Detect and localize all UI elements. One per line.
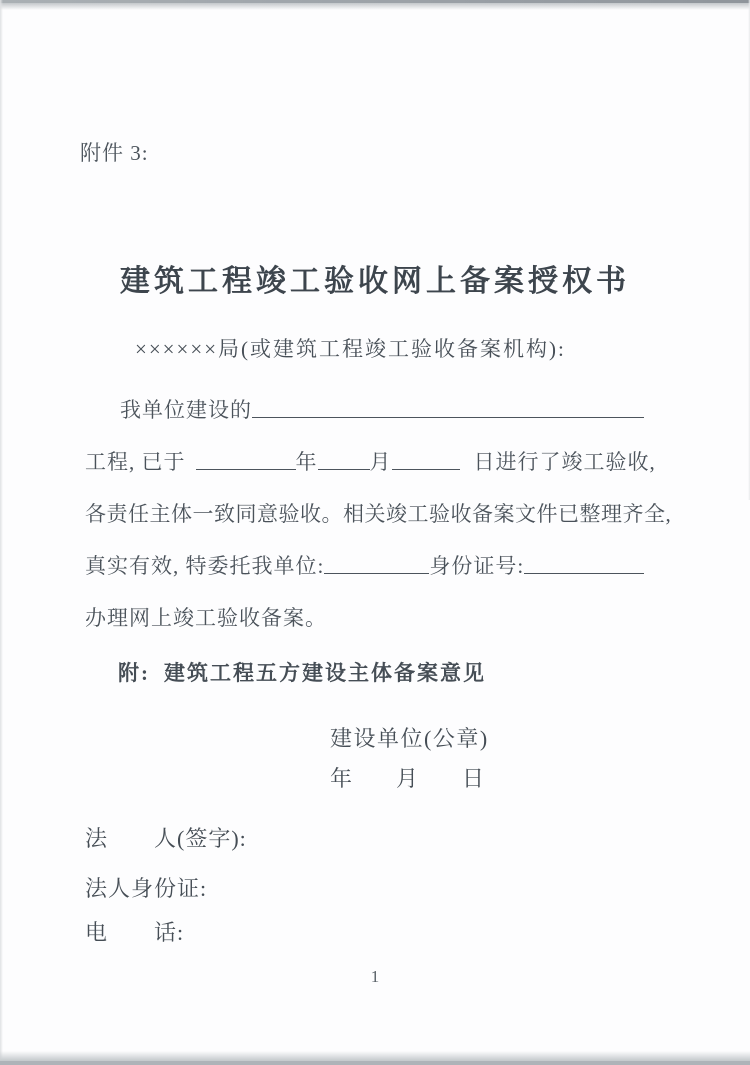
legal-person-signature-field: 法 人(签字):	[85, 826, 247, 851]
attachment-number-label: 附件 3:	[80, 141, 149, 165]
construction-unit-seal-line: 建设单位(公章)	[330, 726, 489, 751]
id-number-blank	[524, 573, 644, 574]
body-line-delegation	[85, 550, 644, 580]
body-line-filing: 办理网上竣工验收备案。	[85, 606, 327, 630]
year-blank	[196, 469, 296, 470]
attachment-note-text: 建筑工程五方建设主体备案意见	[164, 661, 486, 685]
scan-edge-bottom	[0, 1051, 750, 1065]
scan-edge-left	[0, 0, 3, 1065]
attachment-note	[118, 657, 486, 687]
id-number-label: 身份证号:	[429, 554, 525, 578]
signature-date-line: 年 月 日	[330, 766, 485, 791]
project-name-prefix: 我单位建设的	[120, 398, 252, 422]
month-blank	[318, 469, 370, 470]
legal-person-id-field: 法人身份证:	[85, 876, 208, 901]
phone-field: 电 话:	[85, 920, 185, 945]
day-blank	[392, 469, 460, 470]
month-label: 月	[369, 450, 392, 474]
delegation-prefix: 真实有效, 特委托我单位:	[85, 554, 325, 578]
attachment-note-label: 附:	[118, 661, 150, 685]
acceptance-date-prefix: 工程, 已于	[85, 450, 186, 474]
body-line-project-name	[120, 394, 644, 424]
salutation-line: ××××××局(或建筑工程竣工验收备案机构):	[135, 337, 566, 361]
project-name-blank	[252, 417, 644, 418]
document-title: 建筑工程竣工验收网上备案授权书	[120, 265, 630, 298]
delegated-unit-blank	[324, 573, 429, 574]
page-number: 1	[370, 967, 380, 986]
scan-edge-top	[0, 0, 750, 10]
body-line-acceptance-date	[85, 446, 656, 476]
year-label: 年	[295, 450, 318, 474]
body-line-agreement: 各责任主体一致同意验收。相关竣工验收备案文件已整理齐全,	[85, 502, 672, 526]
acceptance-date-suffix: 日进行了竣工验收,	[473, 450, 656, 474]
